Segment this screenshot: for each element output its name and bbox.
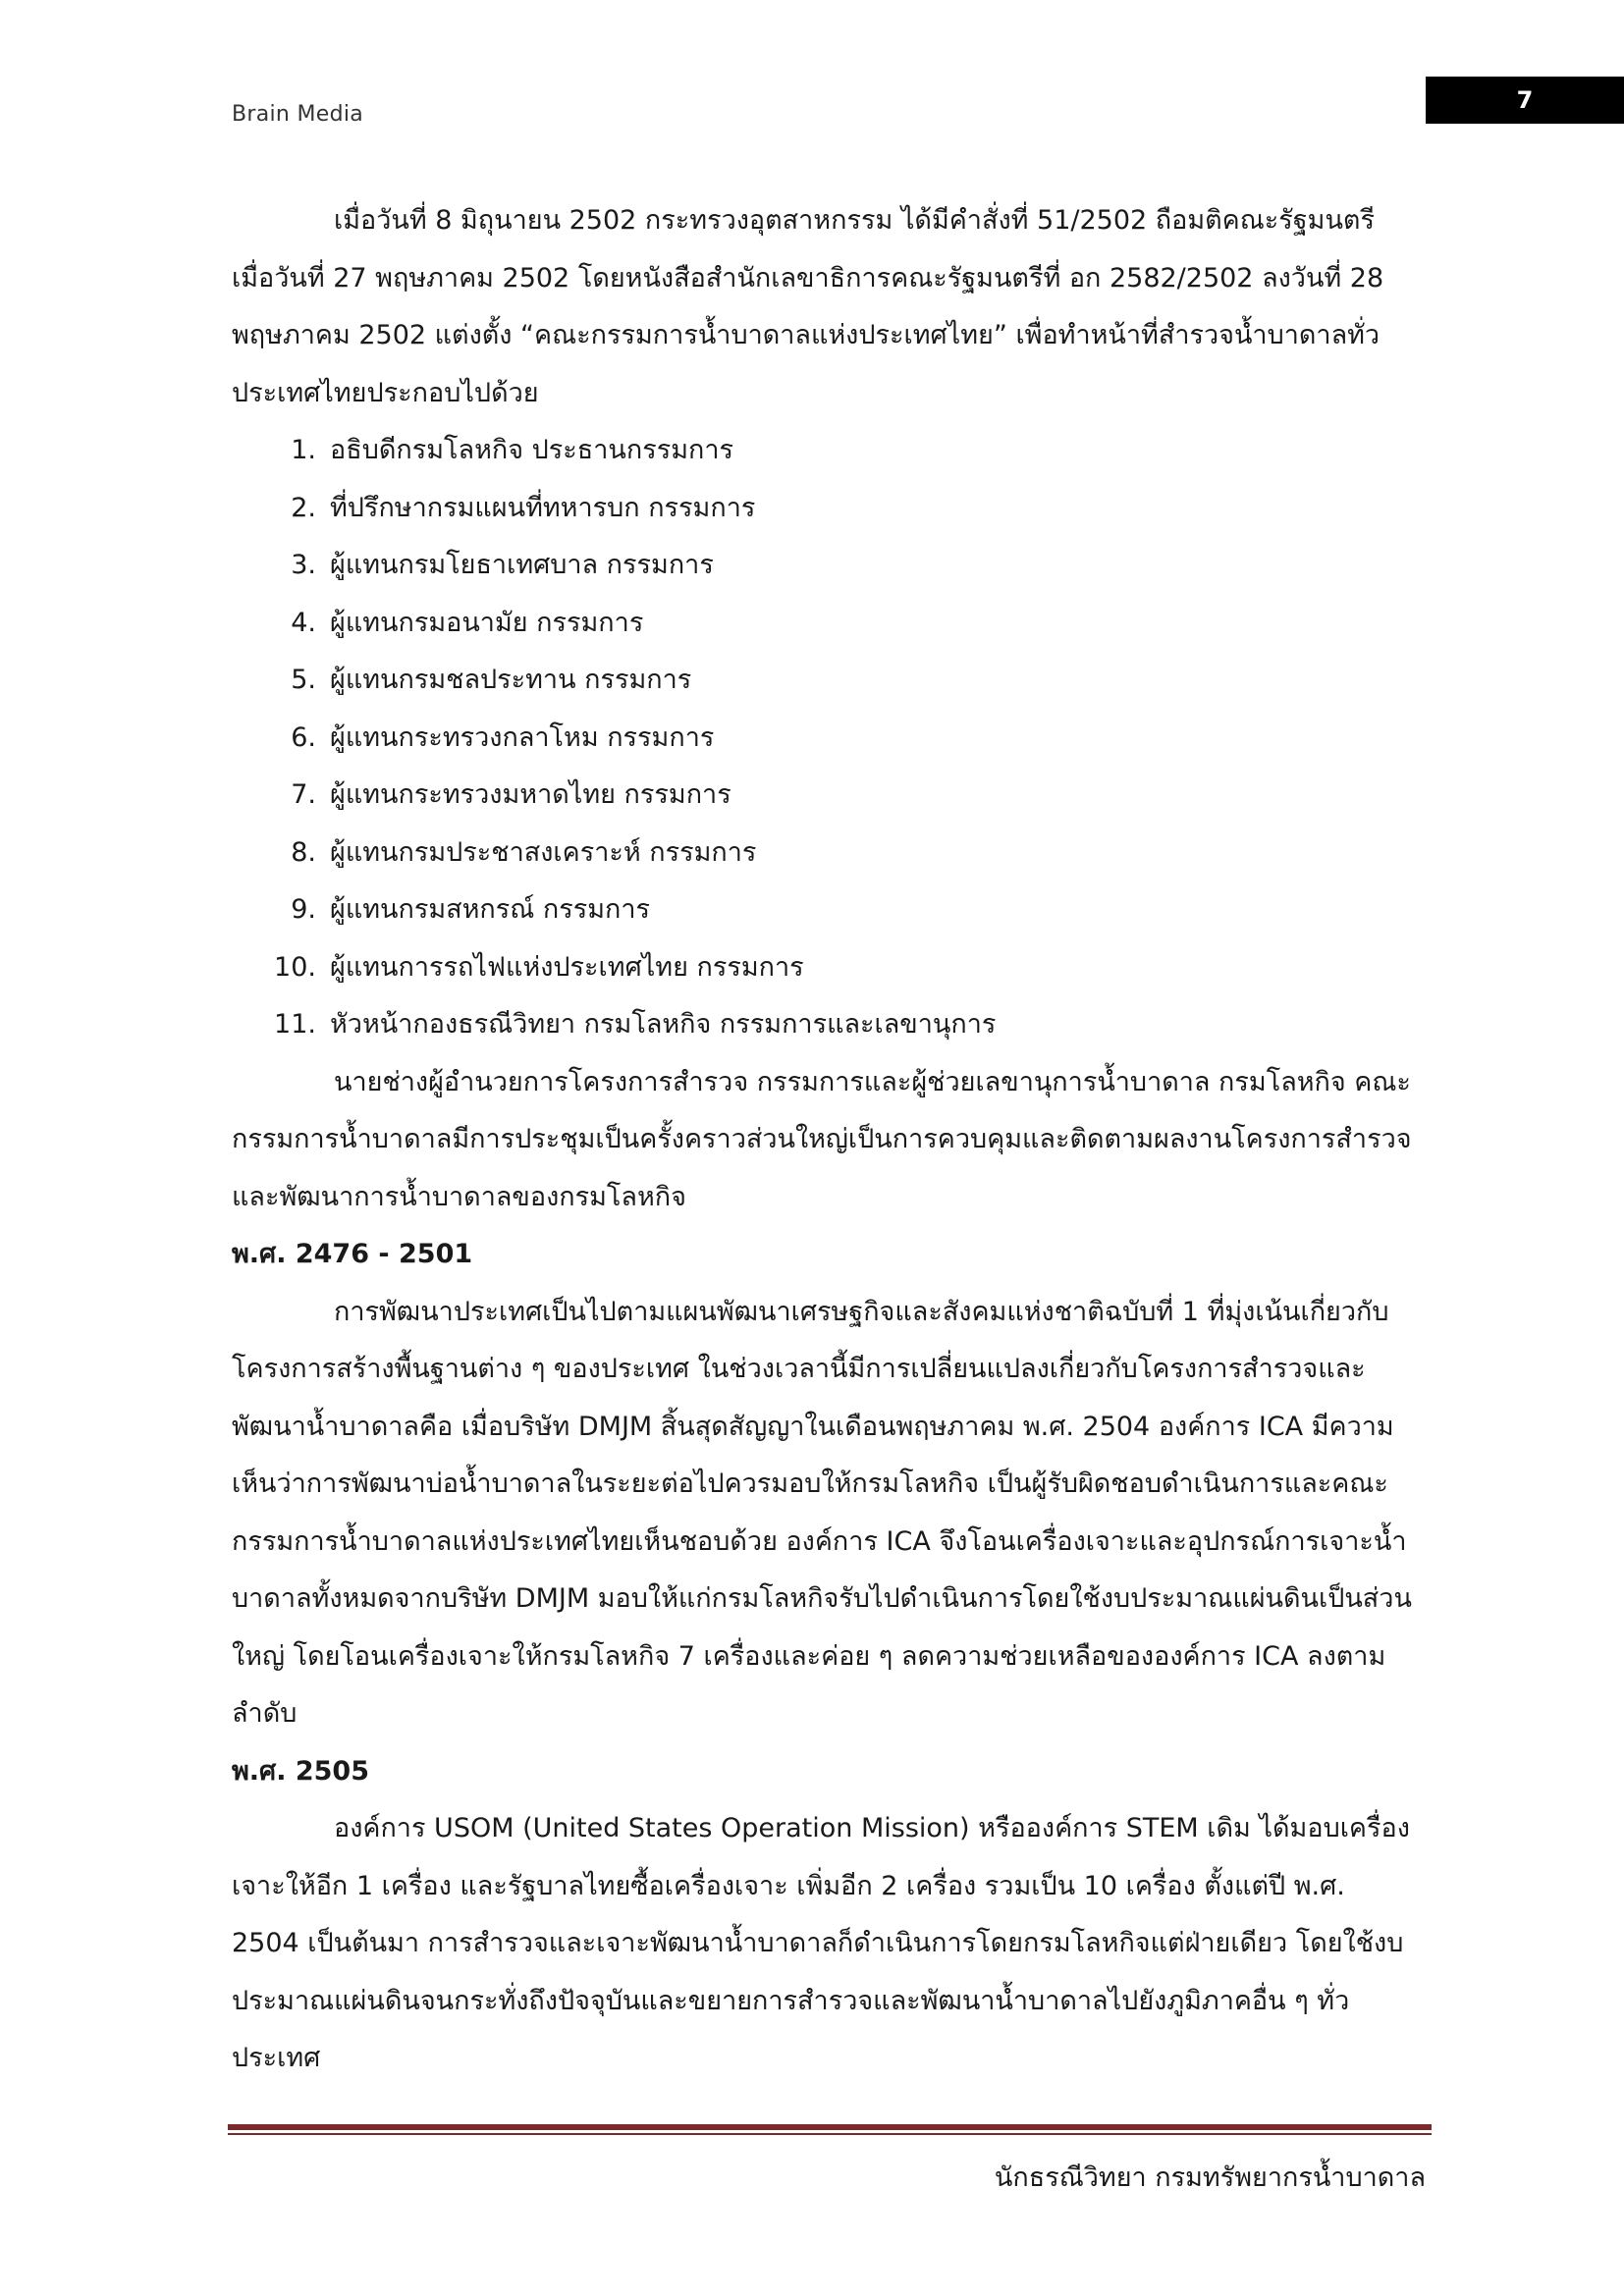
list-item-number: 6. — [291, 721, 316, 753]
list-item — [232, 595, 1420, 653]
after-list-paragraph: นายช่างผู้อำนวยการโครงการสำรวจ กรรมการและผู้ช่วยเลขานุการน้ำบาดาล กรมโลหกิจ คณะกรรมการน้ำบาดาลมีการประชุมเป็นครั้งคราวส่วนใหญ่เป็นการควบคุมและติดตามผลงานโครงการสำรวจ และพัฒนาการน้ำบาดาลของกรมโลหกิจ — [232, 1066, 1412, 1212]
list-item-text: ผู้แทนกระทรวงมหาดไทย กรรมการ — [330, 779, 731, 810]
list-item-text: ที่ปรึกษากรมแผนที่ทหารบก กรรมการ — [330, 492, 756, 523]
list-item-text: ผู้แทนกรมอนามัย กรรมการ — [330, 607, 644, 638]
list-item — [232, 480, 1420, 538]
list-item-number: 5. — [291, 665, 316, 695]
list-item-number: 7. — [291, 779, 316, 810]
list-item-number: 8. — [291, 836, 316, 868]
list-item-text: อธิบดีกรมโลหกิจ ประธานกรรมการ — [330, 435, 734, 465]
list-item-number: 9. — [291, 894, 316, 925]
list-item-text: ผู้แทนกระทรวงกลาโหม กรรมการ — [330, 721, 715, 753]
list-item-text: ผู้แทนกรมประชาสงเคราะห์ กรรมการ — [330, 836, 757, 868]
list-item — [232, 767, 1420, 825]
list-item — [232, 939, 1420, 997]
footer-rule — [228, 2124, 1432, 2130]
intro-paragraph: เมื่อวันที่ 8 มิถุนายน 2502 กระทรวงอุตสาหกรรม ได้มีคำสั่งที่ 51/2502 ถือมติคณะรัฐมนตรี เมื่อวันที่ 27 พฤษภาคม 2502 โดยหนังสือสำนักเลขาธิการคณะรัฐมนตรีที่ อก 2582/2502 ลงวันที่ 28 พฤษภาคม 2502 แต่งตั้ง “คณะกรรมการน้ำบาดาลแห่งประเทศไทย” เพื่อทำหน้าที่สำรวจน้ำบาดาลทั่วประเทศไทยประกอบไปด้วย — [232, 205, 1384, 408]
list-item — [232, 652, 1420, 710]
list-item-number: 3. — [291, 550, 316, 580]
section-paragraph-2476-2501: การพัฒนาประเทศเป็นไปตามแผนพัฒนาเศรษฐกิจและสังคมแห่งชาติฉบับที่ 1 ที่มุ่งเน้นเกี่ยวกับโครงการสร้างพื้นฐานต่าง ๆ ของประเทศ ในช่วงเวลานี้มีการเปลี่ยนแปลงเกี่ยวกับโครงการสำรวจและพัฒนาน้ำบาดาลคือ เมื่อบริษัท DMJM สิ้นสุดสัญญาในเดือนพฤษภาคม พ.ศ. 2504 องค์การ ICA มีความเห็นว่าการพัฒนาบ่อน้ำบาดาลในระยะต่อไปควรมอบให้กรมโลหกิจ เป็นผู้รับผิดชอบดำเนินการและคณะกรรมการน้ำบาดาลแห่งประเทศไทยเห็นชอบด้วย องค์การ ICA จึงโอนเครื่องเจาะและอุปกรณ์การเจาะน้ำบาดาลทั้งหมดจากบริษัท DMJM มอบให้แก่กรมโลหกิจรับไปดำเนินการโดยใช้งบประมาณแผ่นดินเป็นส่วนใหญ่ โดยโอนเครื่องเจาะให้กรมโลหกิจ 7 เครื่องและค่อย ๆ ลดความช่วยเหลือขององค์การ ICA ลงตามลำดับ — [232, 1296, 1412, 1729]
list-item-text: ผู้แทนกรมสหกรณ์ กรรมการ — [330, 894, 651, 925]
list-item-number: 2. — [291, 492, 316, 523]
footer-rule-thin — [228, 2133, 1432, 2135]
list-item-text: ผู้แทนกรมโยธาเทศบาล กรรมการ — [330, 550, 714, 580]
page-number: 7 — [1426, 77, 1624, 124]
section-heading-2476-2501: พ.ศ. 2476 - 2501 — [232, 1239, 473, 1269]
list-item — [232, 825, 1420, 882]
list-item — [232, 881, 1420, 939]
list-item-text: ผู้แทนการรถไฟแห่งประเทศไทย กรรมการ — [330, 951, 804, 983]
list-item-number: 4. — [291, 607, 316, 638]
section-heading-2505: พ.ศ. 2505 — [232, 1755, 369, 1787]
committee-list — [232, 422, 1420, 1054]
list-item — [232, 537, 1420, 595]
list-item-number: 1. — [291, 435, 316, 465]
section-paragraph-2505: องค์การ USOM (United States Operation Mission) หรือองค์การ STEM เดิม ได้มอบเครื่องเจาะให้อีก 1 เครื่อง และรัฐบาลไทยซื้อเครื่องเจาะ เพิ่มอีก 2 เครื่อง รวมเป็น 10 เครื่อง ตั้งแต่ปี พ.ศ. 2504 เป็นต้นมา การสำรวจและเจาะพัฒนาน้ำบาดาลก็ดำเนินการโดยกรมโลหกิจแต่ฝ่ายเดียว โดยใช้งบประมาณแผ่นดินจนกระทั่งถึงปัจจุบันและขยายการสำรวจและพัฒนาน้ำบาดาลไปยังภูมิภาคอื่น ๆ ทั่วประเทศ — [232, 1813, 1410, 2073]
list-item — [232, 996, 1420, 1054]
list-item-number: 10. — [274, 951, 316, 983]
list-item-text: หัวหน้ากองธรณีวิทยา กรมโลหกิจ กรรมการและเลขานุการ — [330, 1009, 997, 1040]
document-body — [232, 192, 1420, 2088]
list-item-text: ผู้แทนกรมชลประทาน กรรมการ — [330, 665, 692, 695]
header-brand: Brain Media — [232, 102, 364, 127]
list-item — [232, 710, 1420, 768]
footer-text: นักธรณีวิทยา กรมทรัพยากรน้ำบาดาล — [994, 2163, 1426, 2193]
list-item-number: 11. — [274, 1009, 316, 1040]
list-item — [232, 422, 1420, 480]
